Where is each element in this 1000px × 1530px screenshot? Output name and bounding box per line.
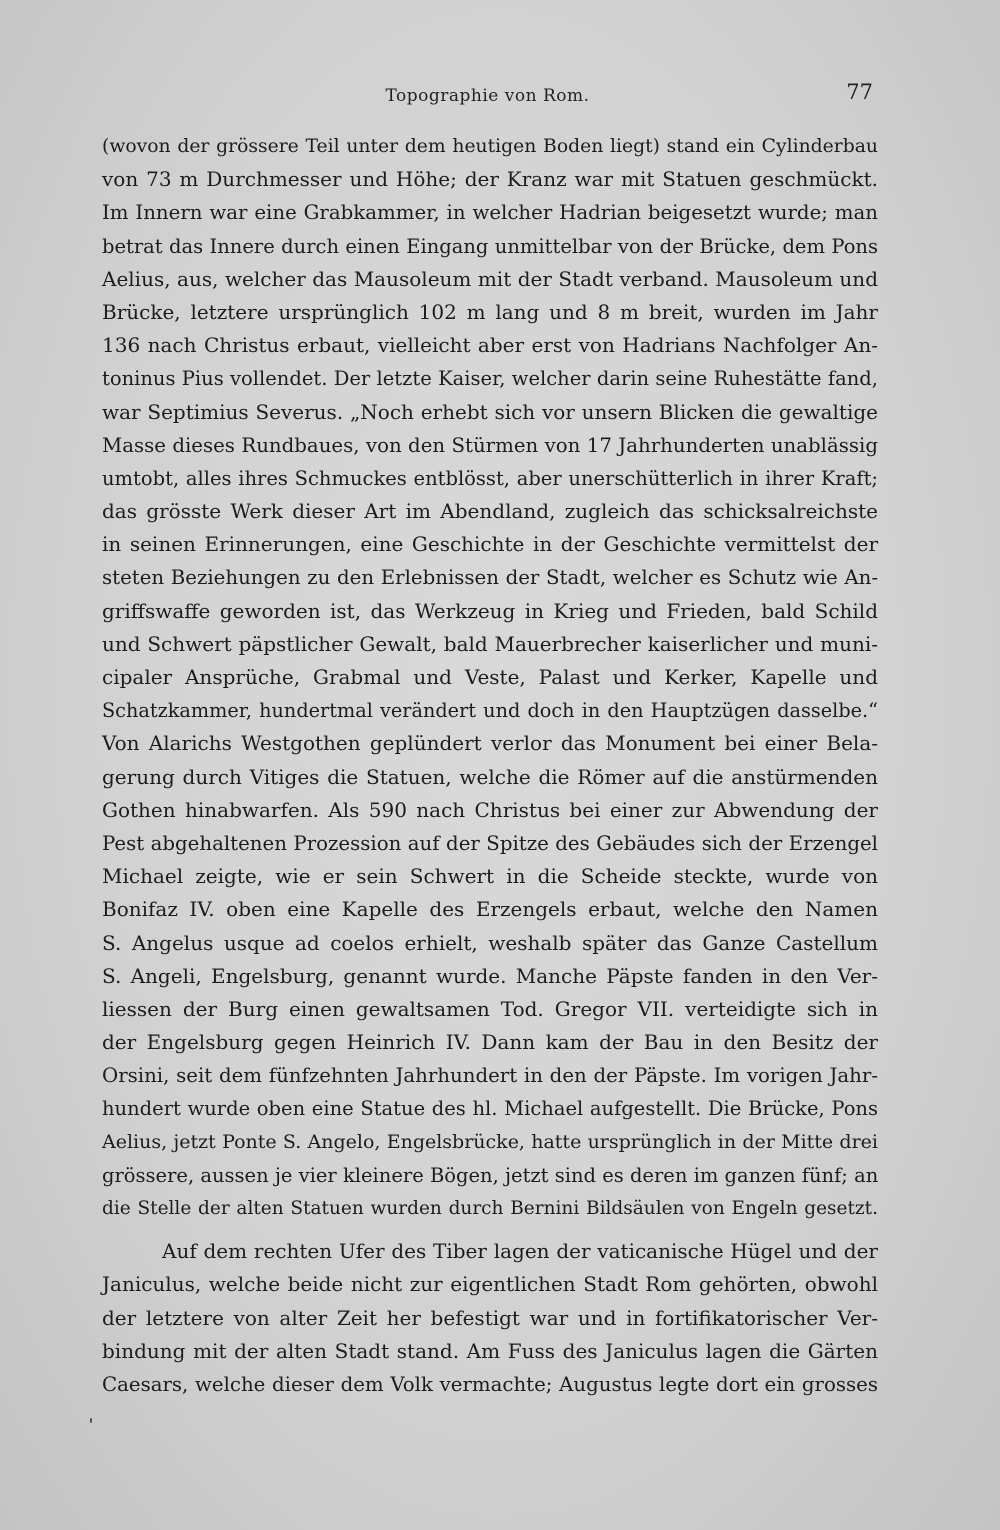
text-line: von 73 m Durchmesser und Höhe; der Kranz war mit Statuen geschmückt.	[102, 167, 878, 192]
text-line: Auf dem rechten Ufer des Tiber lagen der vaticanische Hügel und der	[162, 1239, 878, 1264]
body-text	[102, 130, 878, 1401]
text-line: 136 nach Christus erbaut, vielleicht aber erst von Hadrians Nachfolger An-	[102, 333, 878, 358]
text-line: Caesars, welche dieser dem Volk vermachte; Augustus legte dort ein grosses	[102, 1372, 878, 1396]
text-line: Orsini, seit dem fünfzehnten Jahrhundert in den der Päpste. Im vorigen Jahr-	[102, 1064, 878, 1088]
text-line: und Schwert päpstlicher Gewalt, bald Mauerbrecher kaiserlicher und muni-	[102, 631, 878, 656]
text-line: liessen der Burg einen gewaltsamen Tod. Gregor VII. verteidigte sich in	[102, 996, 878, 1021]
text-line: toninus Pius vollendet. Der letzte Kaiser, welcher darin seine Ruhestätte fand,	[102, 367, 878, 391]
text-line: Pest abgehaltenen Prozession auf der Spitze des Gebäudes sich der Erzengel	[102, 831, 878, 855]
text-line: Von Alarichs Westgothen geplündert verlor das Monument bei einer Bela-	[102, 731, 878, 756]
text-line: Schatzkammer, hundertmal verändert und doch in den Hauptzügen dasselbe.“	[102, 699, 878, 723]
text-line: Janiculus, welche beide nicht zur eigentlichen Stadt Rom gehörten, obwohl	[102, 1272, 878, 1297]
text-line: grössere, aussen je vier kleinere Bögen, jetzt sind es deren im ganzen fünf; an	[102, 1163, 879, 1187]
text-line: Im Innern war eine Grabkammer, in welcher Hadrian beigesetzt wurde; man	[102, 201, 878, 225]
text-line: Aelius, jetzt Ponte S. Angelo, Engelsbrücke, hatte ursprünglich in der Mitte drei	[102, 1130, 878, 1153]
text-line: cipaler Ansprüche, Grabmal und Veste, Palast und Kerker, Kapelle und	[102, 665, 878, 689]
text-line: bindung mit der alten Stadt stand. Am Fuss des Janiculus lagen die Gärten	[102, 1338, 878, 1363]
text-line: der Engelsburg gegen Heinrich IV. Dann kam der Bau in den Besitz der	[102, 1030, 878, 1055]
text-line: war Septimius Severus. „Noch erhebt sich vor unsern Blicken die gewaltige	[102, 399, 878, 424]
text-line: gerung durch Vitiges die Statuen, welche die Römer auf die anstürmenden	[102, 764, 878, 789]
text-line: S. Angeli, Engelsburg, genannt wurde. Manche Päpste fanden in den Ver-	[102, 963, 878, 988]
text-line: der letztere von alter Zeit her befestigt war und in fortifikatorischer Ver-	[102, 1305, 878, 1330]
text-line: S. Angelus usque ad coelos erhielt, weshalb später das Ganze Castellum	[102, 930, 878, 955]
text-line: Masse dieses Rundbaues, von den Stürmen von 17 Jahrhunderten unablässig	[102, 433, 878, 457]
text-line: das grösste Werk dieser Art im Abendland, zugleich das schicksalreichste	[102, 499, 878, 524]
text-line: griffswaffe geworden ist, das Werkzeug in Krieg und Frieden, bald Schild	[102, 598, 878, 623]
page-header	[100, 80, 875, 110]
text-line: Brücke, letztere ursprünglich 102 m lang und 8 m breit, wurden im Jahr	[102, 299, 878, 324]
text-line: Gothen hinabwarfen. Als 590 nach Christus bei einer zur Abwendung der	[102, 797, 878, 822]
running-title: Topographie von Rom.	[385, 86, 590, 106]
text-line: (wovon der grössere Teil unter dem heutigen Boden liegt) stand ein Cylinderbau	[102, 136, 878, 157]
text-line: in seinen Erinnerungen, eine Geschichte in der Geschichte vermittelst der	[102, 532, 878, 557]
text-line: Aelius, aus, welcher das Mausoleum mit der Stadt verband. Mausoleum und	[102, 266, 878, 291]
text-line: die Stelle der alten Statuen wurden durch Bernini Bildsäulen von Engeln gesetzt.	[102, 1198, 878, 1219]
scan-speck	[90, 1418, 92, 1423]
text-line: Bonifaz IV. oben eine Kapelle des Erzengels erbaut, welche den Namen	[102, 897, 878, 922]
text-line: betrat das Innere durch einen Eingang unmittelbar von der Brücke, dem Pons	[102, 234, 878, 258]
text-line: umtobt, alles ihres Schmuckes entblösst, aber unerschütterlich in ihrer Kraft;	[102, 466, 878, 490]
text-line: hundert wurde oben eine Statue des hl. Michael aufgestellt. Die Brücke, Pons	[102, 1097, 878, 1121]
page-number: 77	[846, 80, 873, 104]
text-line: steten Beziehungen zu den Erlebnissen der Stadt, welcher es Schutz wie An-	[102, 566, 878, 590]
text-line: Michael zeigte, wie er sein Schwert in die Scheide steckte, wurde von	[102, 864, 878, 889]
